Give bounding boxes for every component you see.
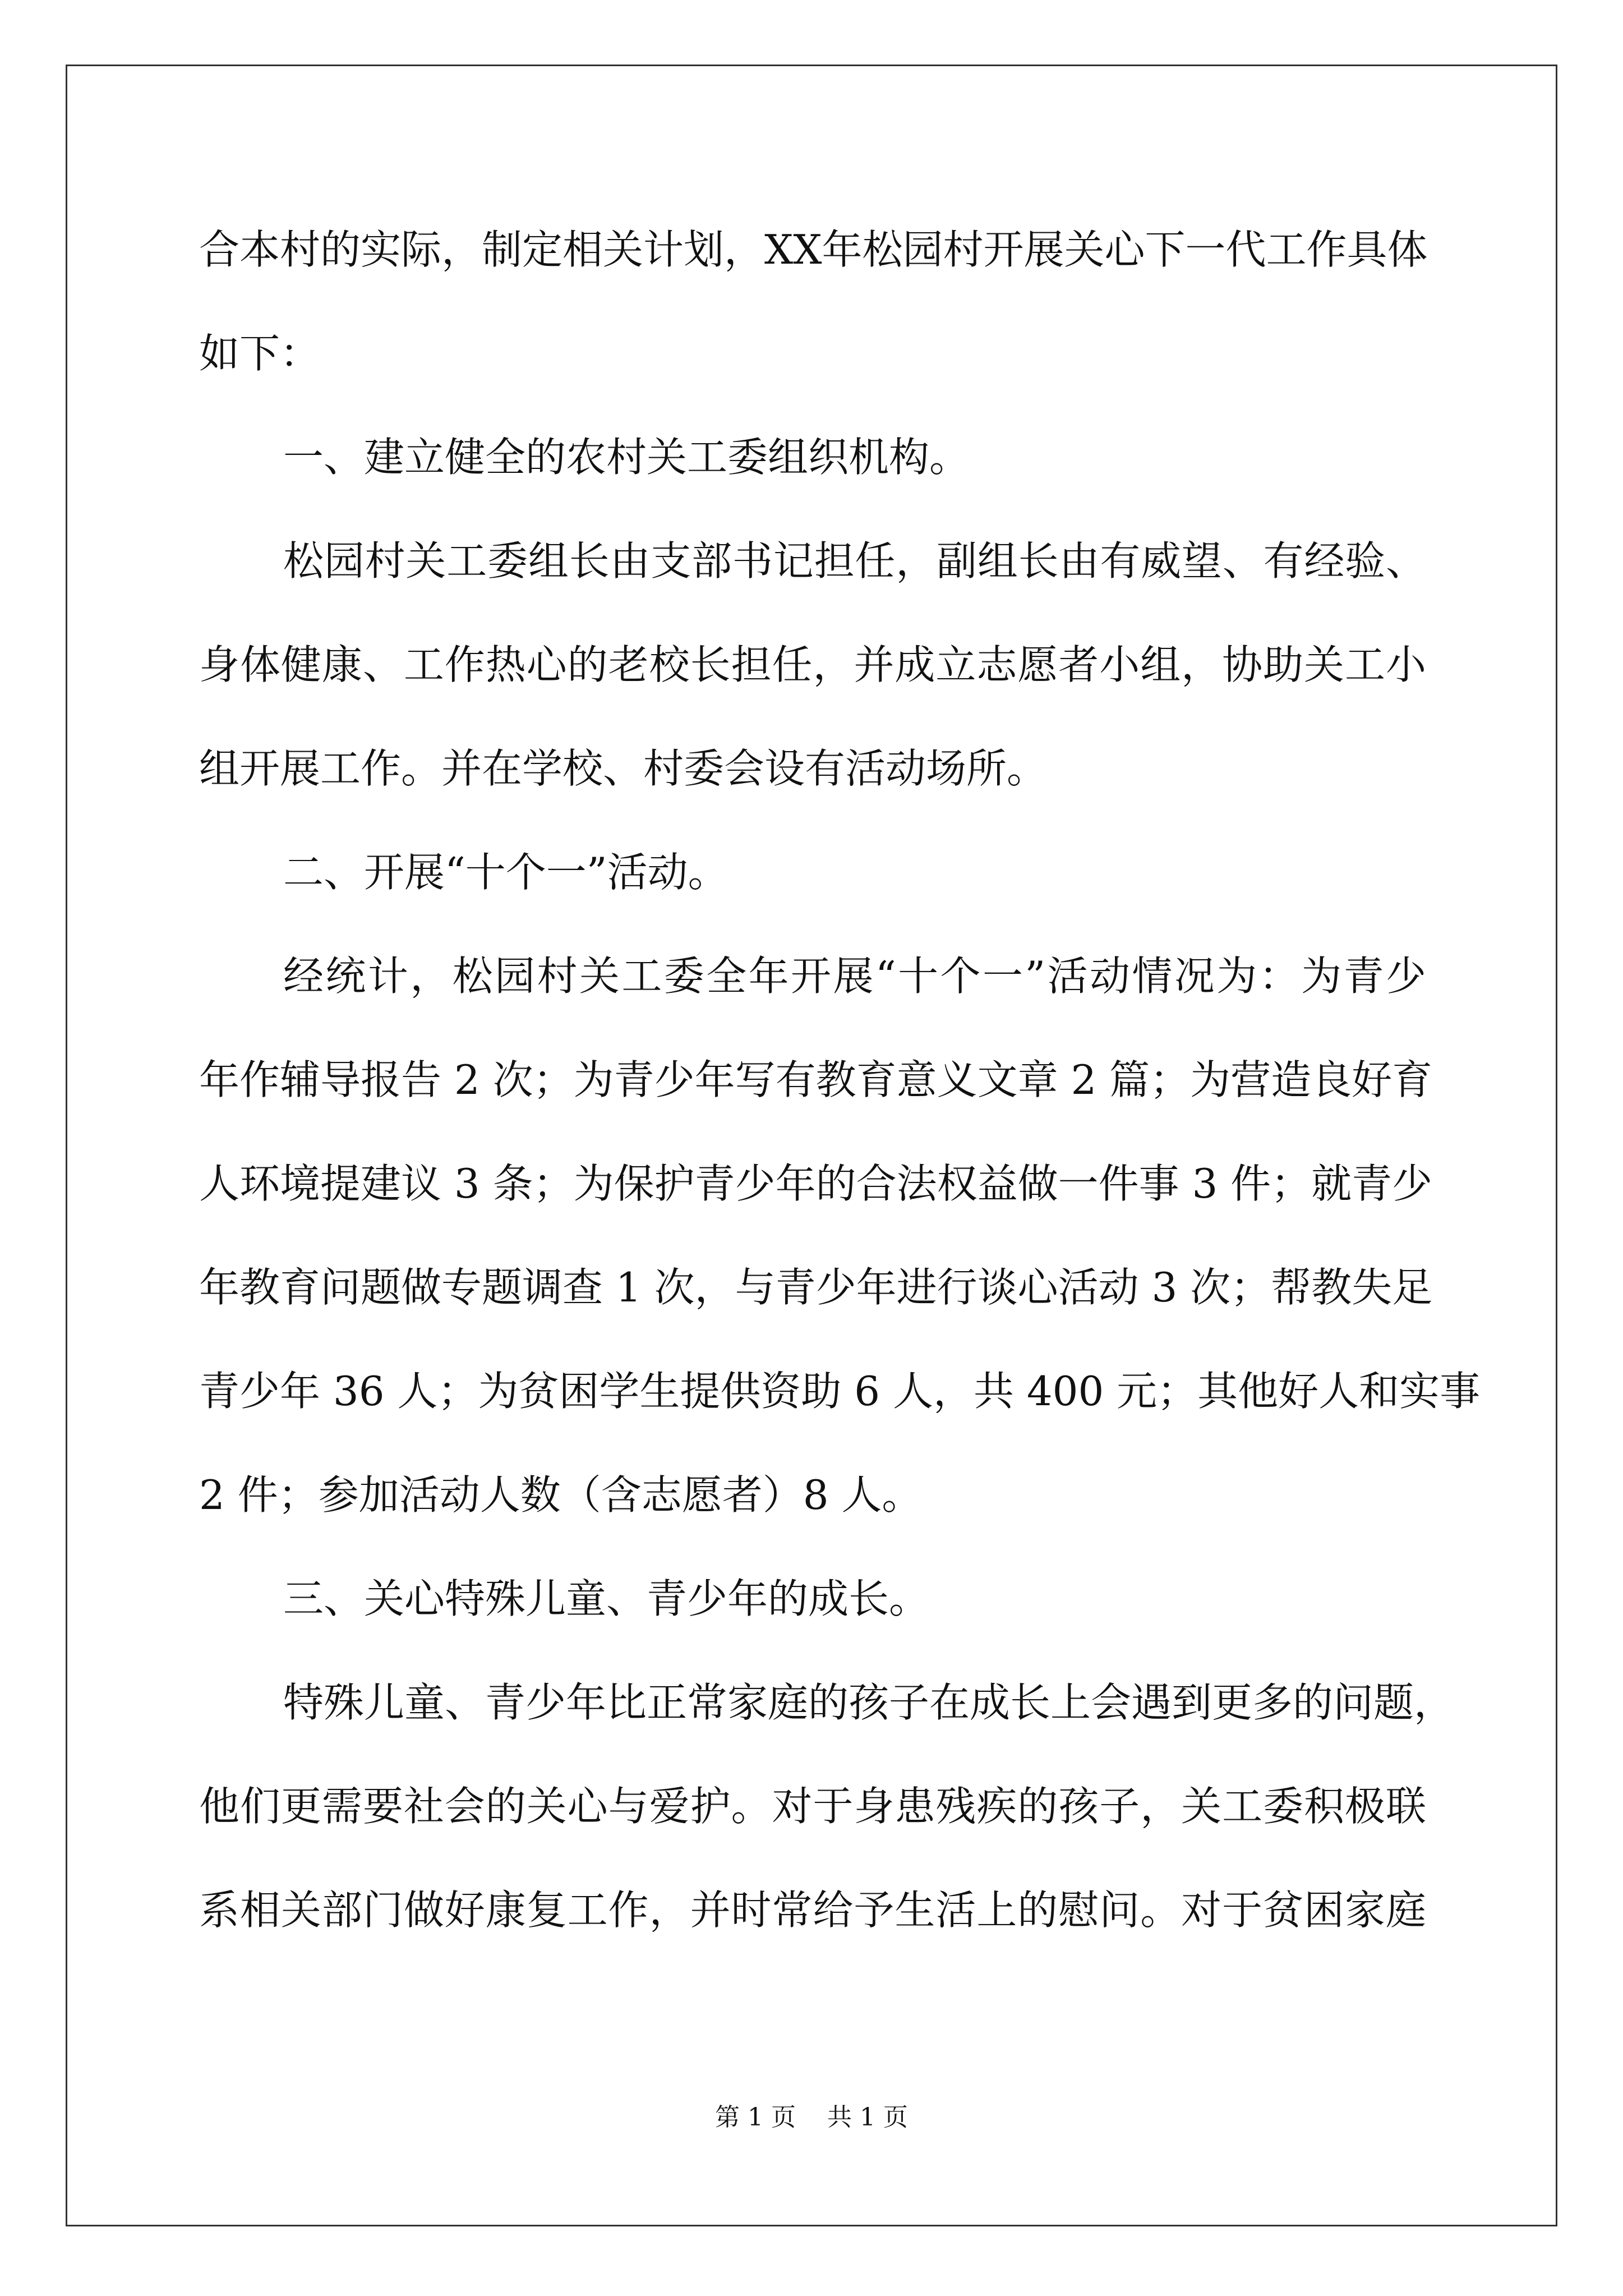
body-line: 经统计，松园村关工委全年开展“十个一”活动情况为：为青少: [283, 953, 1426, 1000]
section-heading: 三、关心特殊儿童、青少年的成长。: [283, 1575, 930, 1622]
body-line: 松园村关工委组长由支部书记担任，副组长由有威望、有经验、: [283, 537, 1426, 585]
body-line: 年作辅导报告 2 次；为青少年写有教育意义文章 2 篇；为营造良好育: [199, 1056, 1433, 1103]
body-line: 青少年 36 人；为贫困学生提供资助 6 人，共 400 元；其他好人和实事: [199, 1368, 1481, 1415]
page-footer: 第 1 页 共 1 页: [715, 2103, 908, 2132]
body-line: 年教育问题做专题调查 1 次，与青少年进行谈心活动 3 次；帮教失足: [199, 1264, 1433, 1311]
body-line: 人环境提建议 3 条；为保护青少年的合法权益做一件事 3 件；就青少: [199, 1160, 1433, 1207]
body-line: 身体健康、工作热心的老校长担任，并成立志愿者小组，协助关工小: [199, 641, 1426, 688]
body-line: 组开展工作。并在学校、村委会设有活动场所。: [199, 745, 1048, 792]
section-heading: 二、开展“十个一”活动。: [283, 849, 728, 896]
body-line: 系相关部门做好康复工作，并时常给予生活上的慰问。对于贫困家庭: [199, 1887, 1426, 1934]
body-line: 如下：: [199, 330, 321, 377]
body-line: 特殊儿童、青少年比正常家庭的孩子在成长上会遇到更多的问题，: [283, 1679, 1455, 1726]
body-line: 他们更需要社会的关心与爱护。对于身患残疾的孩子，关工委积极联: [199, 1783, 1426, 1830]
section-heading: 一、建立健全的农村关工委组织机构。: [283, 434, 970, 481]
body-line: 合本村的实际，制定相关计划，XX年松园村开展关心下一代工作具体: [199, 226, 1428, 273]
body-line: 2 件；参加活动人数（含志愿者）8 人。: [199, 1471, 923, 1519]
